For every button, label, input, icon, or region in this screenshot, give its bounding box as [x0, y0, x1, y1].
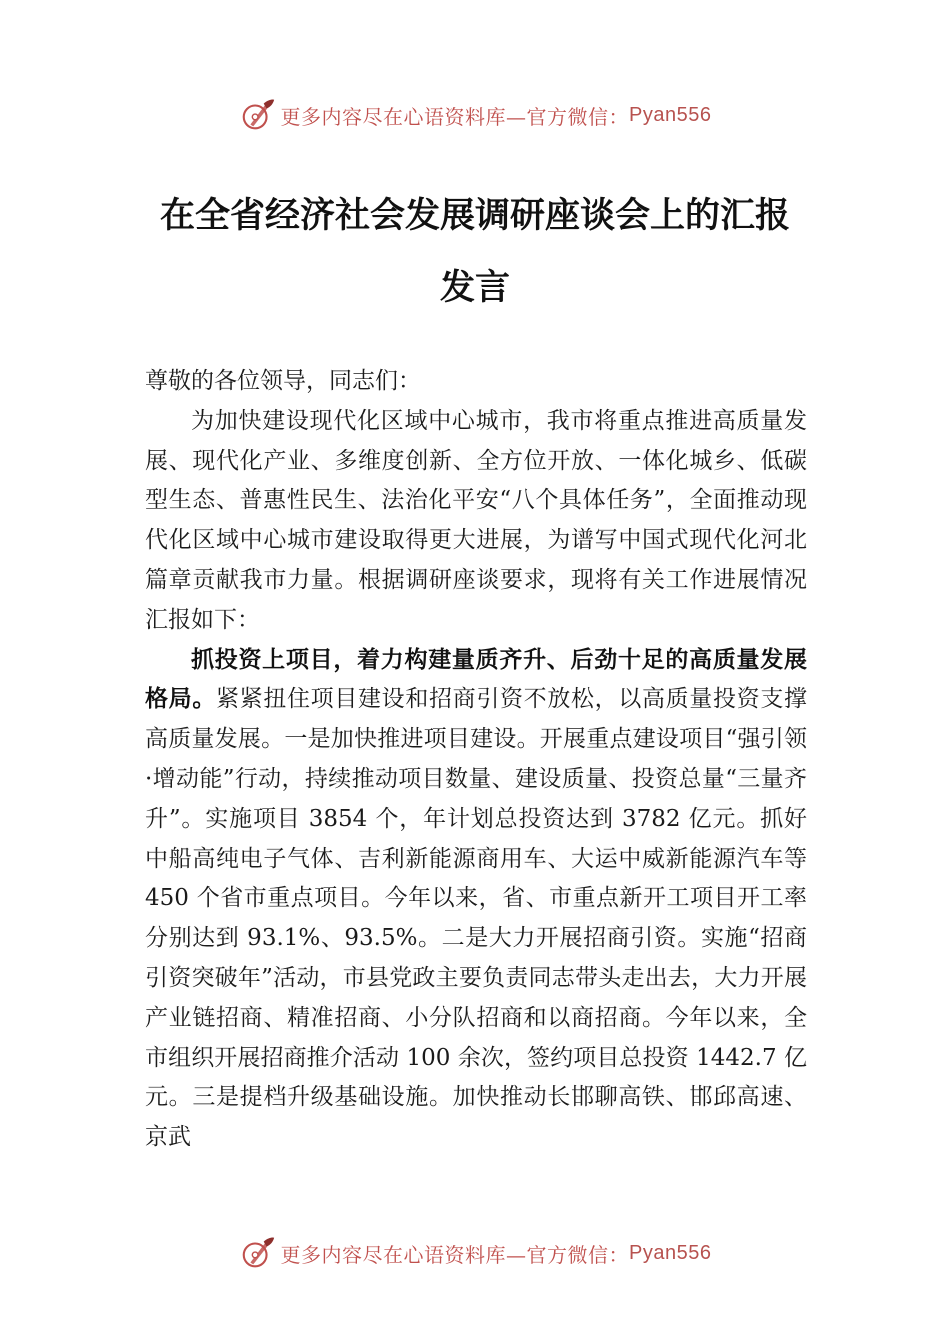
quill-pen-logo-icon	[239, 1234, 277, 1272]
document-body	[145, 362, 807, 1158]
watermark-text: 更多内容尽在心语资料库—官方微信：	[280, 104, 630, 129]
document-title: 在全省经济社会发展调研座谈会上的汇报发言	[159, 195, 790, 308]
section-1-body: 紧紧扭住项目建设和招商引资不放松，以高质量投资支撑高质量发展。一是加快推进项目建设。开展重点建设项目“强引领·增动能”行动，持续推动项目数量、建设质量、投资总量“三量齐升”。实施项目 3854 个，年计划总投资达到 3782 亿元。抓好中船高纯电子气体、吉利新能源商用车、大运中威新能源汽车等 450 个省市重点项目。今年以来，省、市重点新开工项目开工率分别达到 93.1%、93.5%。二是大力开展招商引资。实施“招商引资突破年”活动，市县党政主要负责同志带头走出去，大力开展产业链招商、精准招商、小分队招商和以商招商。今年以来，全市组织开展招商推介活动 100 余次，签约项目总投资 1442.7 亿元。三是提档升级基础设施。加快推动长邯聊高铁、邯邱高速、京武	[145, 686, 807, 1151]
section-1-paragraph	[145, 641, 807, 1158]
footer-watermark	[0, 1233, 950, 1273]
header-watermark	[0, 95, 950, 135]
watermark-text: 更多内容尽在心语资料库—官方微信：	[280, 1242, 630, 1267]
quill-pen-logo-icon	[239, 96, 277, 134]
watermark-wechat-id: Pyan556	[629, 1241, 712, 1264]
section-1-heading: 抓投资上项目，着力构建量质齐升、后劲十足的高质量发展格局。	[145, 646, 807, 713]
salutation: 尊敬的各位领导，同志们：	[145, 368, 421, 394]
intro-paragraph: 为加快建设现代化区域中心城市，我市将重点推进高质量发展、现代化产业、多维度创新、全方位开放、一体化城乡、低碳型生态、普惠性民生、法治化平安“八个具体任务”，全面推动现代化区域中心城市建设取得更大进展，为谱写中国式现代化河北篇章贡献我市力量。根据调研座谈要求，现将有关工作进展情况汇报如下：	[145, 407, 807, 633]
watermark-wechat-id: Pyan556	[629, 103, 712, 126]
